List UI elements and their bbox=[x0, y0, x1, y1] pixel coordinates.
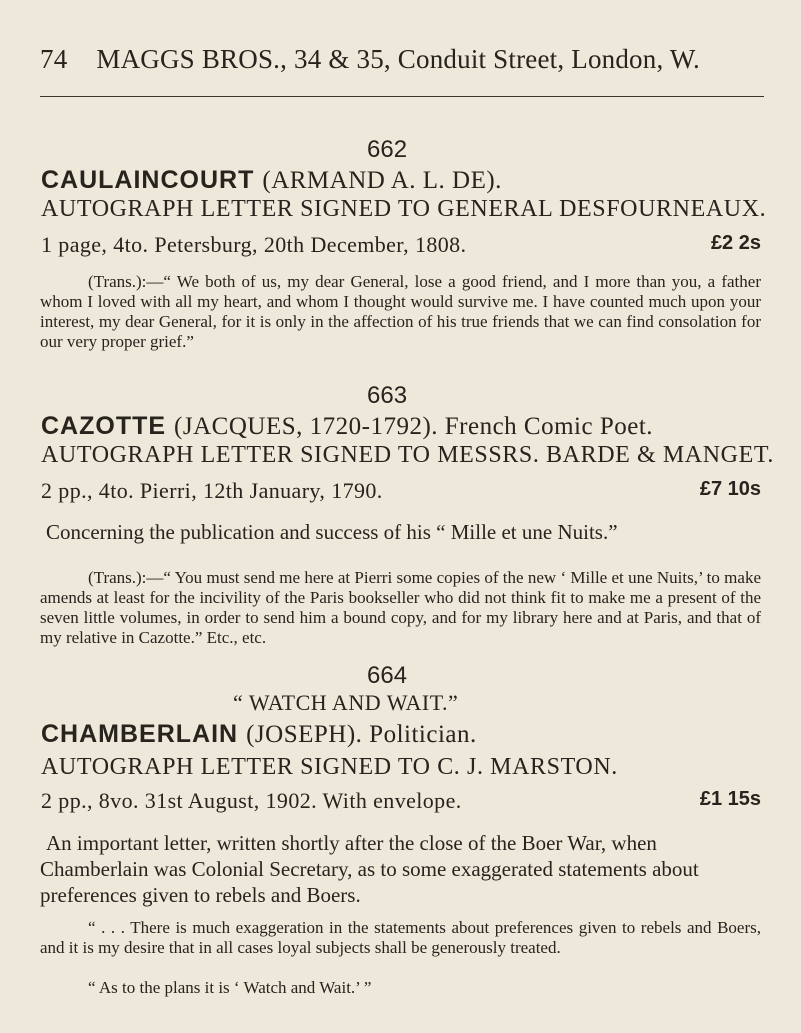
lot-number: 662 bbox=[367, 136, 408, 163]
lot-heading: AUTOGRAPH LETTER SIGNED TO GENERAL DESFOURNEAUX. bbox=[41, 196, 767, 222]
author-details: (ARMAND A. L. DE). bbox=[262, 167, 502, 194]
author-surname: CHAMBERLAIN bbox=[41, 720, 239, 748]
lot-note: Concerning the publication and success of his “ Mille et une Nuits.” bbox=[46, 520, 618, 544]
publisher-line: MAGGS BROS., 34 & 35, Conduit Street, London, W. bbox=[96, 44, 701, 74]
lot-description: 2 pp., 8vo. 31st August, 1902. With envelope. bbox=[41, 788, 462, 813]
lot-quote: (Trans.):—“ You must send me here at Pierri some copies of the new ‘ Mille et une Nuits,’ to make amends at least for the incivility of the Paris bookseller who did not think fit to make me a present of the seven little volumes, in order to send him a bound copy, and for my library here and at Paris, and that of my relative in Cazotte.” Etc., etc. bbox=[40, 568, 761, 647]
lot-number: 664 bbox=[367, 662, 408, 689]
lot-heading: AUTOGRAPH LETTER SIGNED TO C. J. MARSTON. bbox=[41, 754, 618, 780]
author-details: (JOSEPH). Politician. bbox=[246, 721, 477, 748]
page-header bbox=[40, 44, 760, 75]
author-details: (JACQUES, 1720-1792). French Comic Poet. bbox=[174, 413, 654, 440]
lot-note: An important letter, written shortly after the close of the Boer War, when Chamberlain was Colonial Secretary, as to some exaggerated statements about preferences given to rebels and Boers. bbox=[40, 831, 699, 907]
lot-quote: (Trans.):—“ We both of us, my dear General, lose a good friend, and I more than you, a father whom I loved with all my heart, and whom I thought would survive me. I have counted much upon your interest, my dear General, for it is only in the affection of his true friends that we can find consolation for our very proper grief.” bbox=[40, 272, 761, 351]
lot-price: £7 10s bbox=[699, 478, 761, 500]
author-surname: CAULAINCOURT bbox=[41, 166, 255, 194]
lot-number: 663 bbox=[367, 382, 408, 409]
lot-quote-last: “ As to the plans it is ‘ Watch and Wait.’ ” bbox=[88, 978, 372, 997]
lot-author bbox=[41, 166, 502, 195]
lot-description: 1 page, 4to. Petersburg, 20th December, 1808. bbox=[41, 232, 467, 257]
lot-title: “ WATCH AND WAIT.” bbox=[233, 690, 459, 715]
lot-description: 2 pp., 4to. Pierri, 12th January, 1790. bbox=[41, 478, 383, 503]
lot-quote: “ . . . There is much exaggeration in the statements about preferences given to rebels and Boers, and it is my desire that in all cases loyal subjects shall be generously treated. bbox=[40, 918, 761, 957]
lot-price: £2 2s bbox=[710, 232, 761, 254]
lot-author bbox=[41, 412, 653, 441]
header-rule bbox=[40, 96, 764, 97]
author-surname: CAZOTTE bbox=[41, 412, 167, 440]
lot-price: £1 15s bbox=[699, 788, 761, 810]
lot-author bbox=[41, 720, 477, 749]
lot-heading: AUTOGRAPH LETTER SIGNED TO MESSRS. BARDE & MANGET. bbox=[41, 442, 774, 468]
page-number: 74 bbox=[40, 44, 68, 74]
